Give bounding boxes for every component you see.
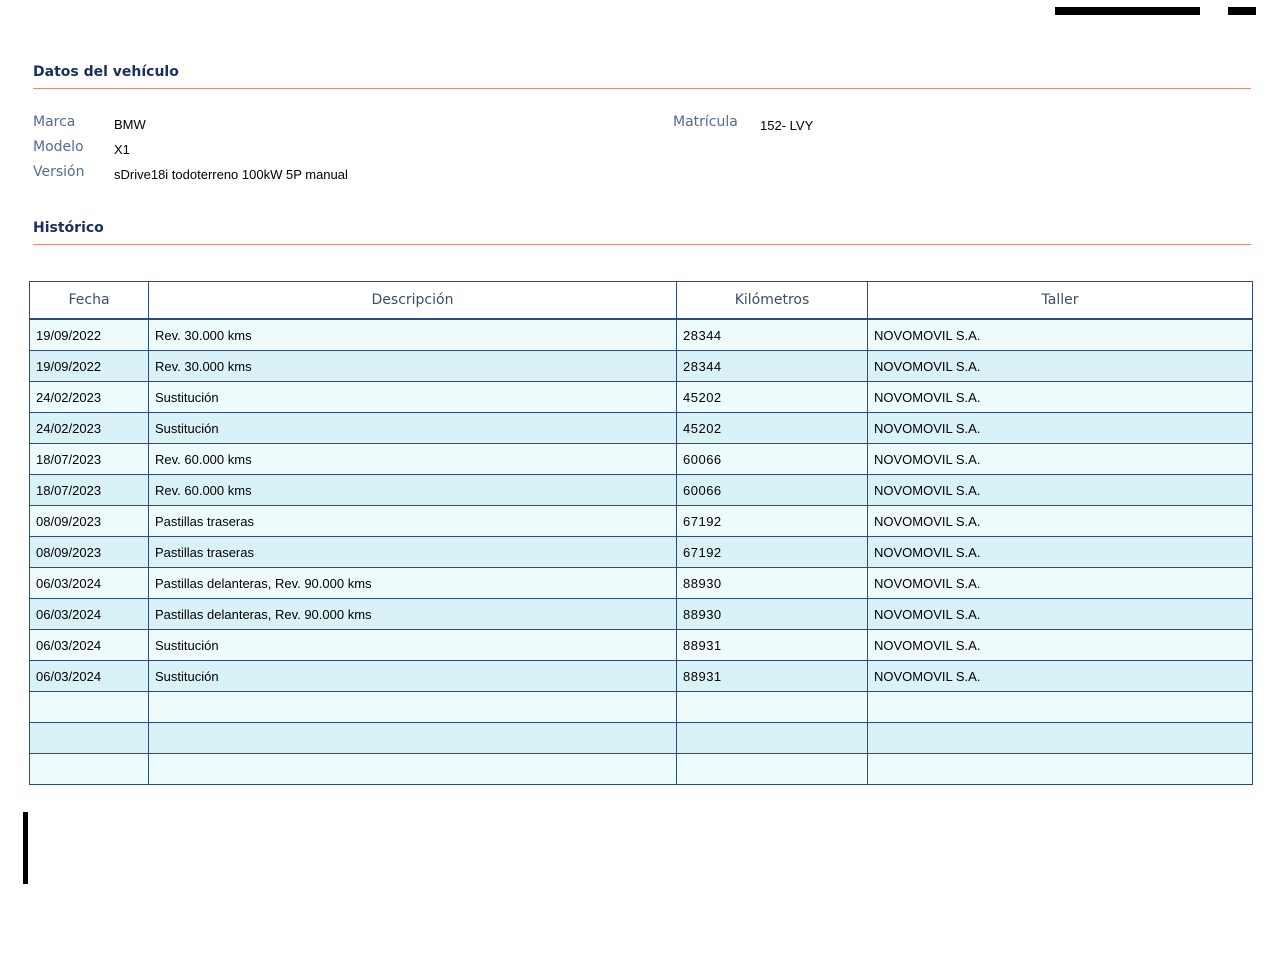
kilometros-cell: 28344 [677,319,868,351]
descripcion-cell: Sustitución [149,630,677,661]
taller-cell: NOVOMOVIL S.A. [868,382,1253,413]
kilometros-cell: 45202 [677,382,868,413]
fecha-cell [30,723,149,754]
taller-cell: NOVOMOVIL S.A. [868,506,1253,537]
table-row [30,319,1253,351]
history-table-header [30,282,1253,320]
taller-cell: NOVOMOVIL S.A. [868,661,1253,692]
descripcion-cell: Pastillas delanteras, Rev. 90.000 kms [149,599,677,630]
table-row [30,475,1253,506]
marca-value: BMW [114,117,146,132]
descripcion-cell: Rev. 60.000 kms [149,475,677,506]
taller-cell [868,723,1253,754]
table-row [30,413,1253,444]
column-header-fecha: Fecha [30,282,149,320]
descripcion-cell: Rev. 60.000 kms [149,444,677,475]
marca-label: Marca [33,114,76,130]
taller-cell: NOVOMOVIL S.A. [868,413,1253,444]
fecha-cell [30,754,149,785]
redaction-bar-left [23,812,28,884]
table-row [30,444,1253,475]
modelo-value: X1 [114,142,130,157]
redaction-bar-top-right [1228,7,1256,15]
descripcion-cell: Sustitución [149,382,677,413]
fecha-cell: 19/09/2022 [30,351,149,382]
descripcion-cell: Pastillas delanteras, Rev. 90.000 kms [149,568,677,599]
descripcion-cell [149,692,677,723]
matricula-value: 152- LVY [760,118,814,133]
kilometros-cell: 28344 [677,351,868,382]
redaction-bar-top-left [1055,7,1200,15]
history-section-divider [33,244,1251,245]
fecha-cell: 08/09/2023 [30,537,149,568]
table-row [30,568,1253,599]
version-label: Versión [33,164,85,180]
table-row [30,630,1253,661]
descripcion-cell: Rev. 30.000 kms [149,319,677,351]
matricula-label: Matrícula [673,114,738,130]
history-table [29,281,1253,785]
taller-cell: NOVOMOVIL S.A. [868,351,1253,382]
kilometros-cell: 88930 [677,599,868,630]
fecha-cell: 08/09/2023 [30,506,149,537]
kilometros-cell: 60066 [677,444,868,475]
kilometros-cell [677,754,868,785]
modelo-label: Modelo [33,139,84,155]
table-row [30,382,1253,413]
fecha-cell: 18/07/2023 [30,475,149,506]
descripcion-cell: Sustitución [149,661,677,692]
table-row [30,599,1253,630]
fecha-cell: 06/03/2024 [30,599,149,630]
fecha-cell: 24/02/2023 [30,413,149,444]
kilometros-cell [677,692,868,723]
fecha-cell: 24/02/2023 [30,382,149,413]
kilometros-cell: 88931 [677,630,868,661]
kilometros-cell [677,723,868,754]
descripcion-cell: Pastillas traseras [149,537,677,568]
vehicle-section-divider [33,88,1251,89]
fecha-cell: 06/03/2024 [30,568,149,599]
table-row [30,692,1253,723]
fecha-cell: 18/07/2023 [30,444,149,475]
descripcion-cell: Rev. 30.000 kms [149,351,677,382]
taller-cell: NOVOMOVIL S.A. [868,444,1253,475]
taller-cell: NOVOMOVIL S.A. [868,568,1253,599]
fecha-cell [30,692,149,723]
taller-cell [868,692,1253,723]
fecha-cell: 06/03/2024 [30,630,149,661]
fecha-cell: 06/03/2024 [30,661,149,692]
vehicle-section-title: Datos del vehículo [33,64,179,80]
kilometros-cell: 88931 [677,661,868,692]
kilometros-cell: 60066 [677,475,868,506]
fecha-cell: 19/09/2022 [30,319,149,351]
taller-cell: NOVOMOVIL S.A. [868,475,1253,506]
table-row [30,754,1253,785]
kilometros-cell: 67192 [677,506,868,537]
taller-cell: NOVOMOVIL S.A. [868,319,1253,351]
history-section-title: Histórico [33,220,104,236]
table-row [30,537,1253,568]
descripcion-cell: Pastillas traseras [149,506,677,537]
table-row [30,661,1253,692]
taller-cell: NOVOMOVIL S.A. [868,630,1253,661]
descripcion-cell [149,723,677,754]
kilometros-cell: 67192 [677,537,868,568]
column-header-taller: Taller [868,282,1253,320]
taller-cell [868,754,1253,785]
table-row [30,351,1253,382]
table-row [30,723,1253,754]
table-row [30,506,1253,537]
kilometros-cell: 88930 [677,568,868,599]
descripcion-cell [149,754,677,785]
column-header-descripcion: Descripción [149,282,677,320]
kilometros-cell: 45202 [677,413,868,444]
version-value: sDrive18i todoterreno 100kW 5P manual [114,167,348,182]
descripcion-cell: Sustitución [149,413,677,444]
taller-cell: NOVOMOVIL S.A. [868,599,1253,630]
column-header-kilometros: Kilómetros [677,282,868,320]
taller-cell: NOVOMOVIL S.A. [868,537,1253,568]
